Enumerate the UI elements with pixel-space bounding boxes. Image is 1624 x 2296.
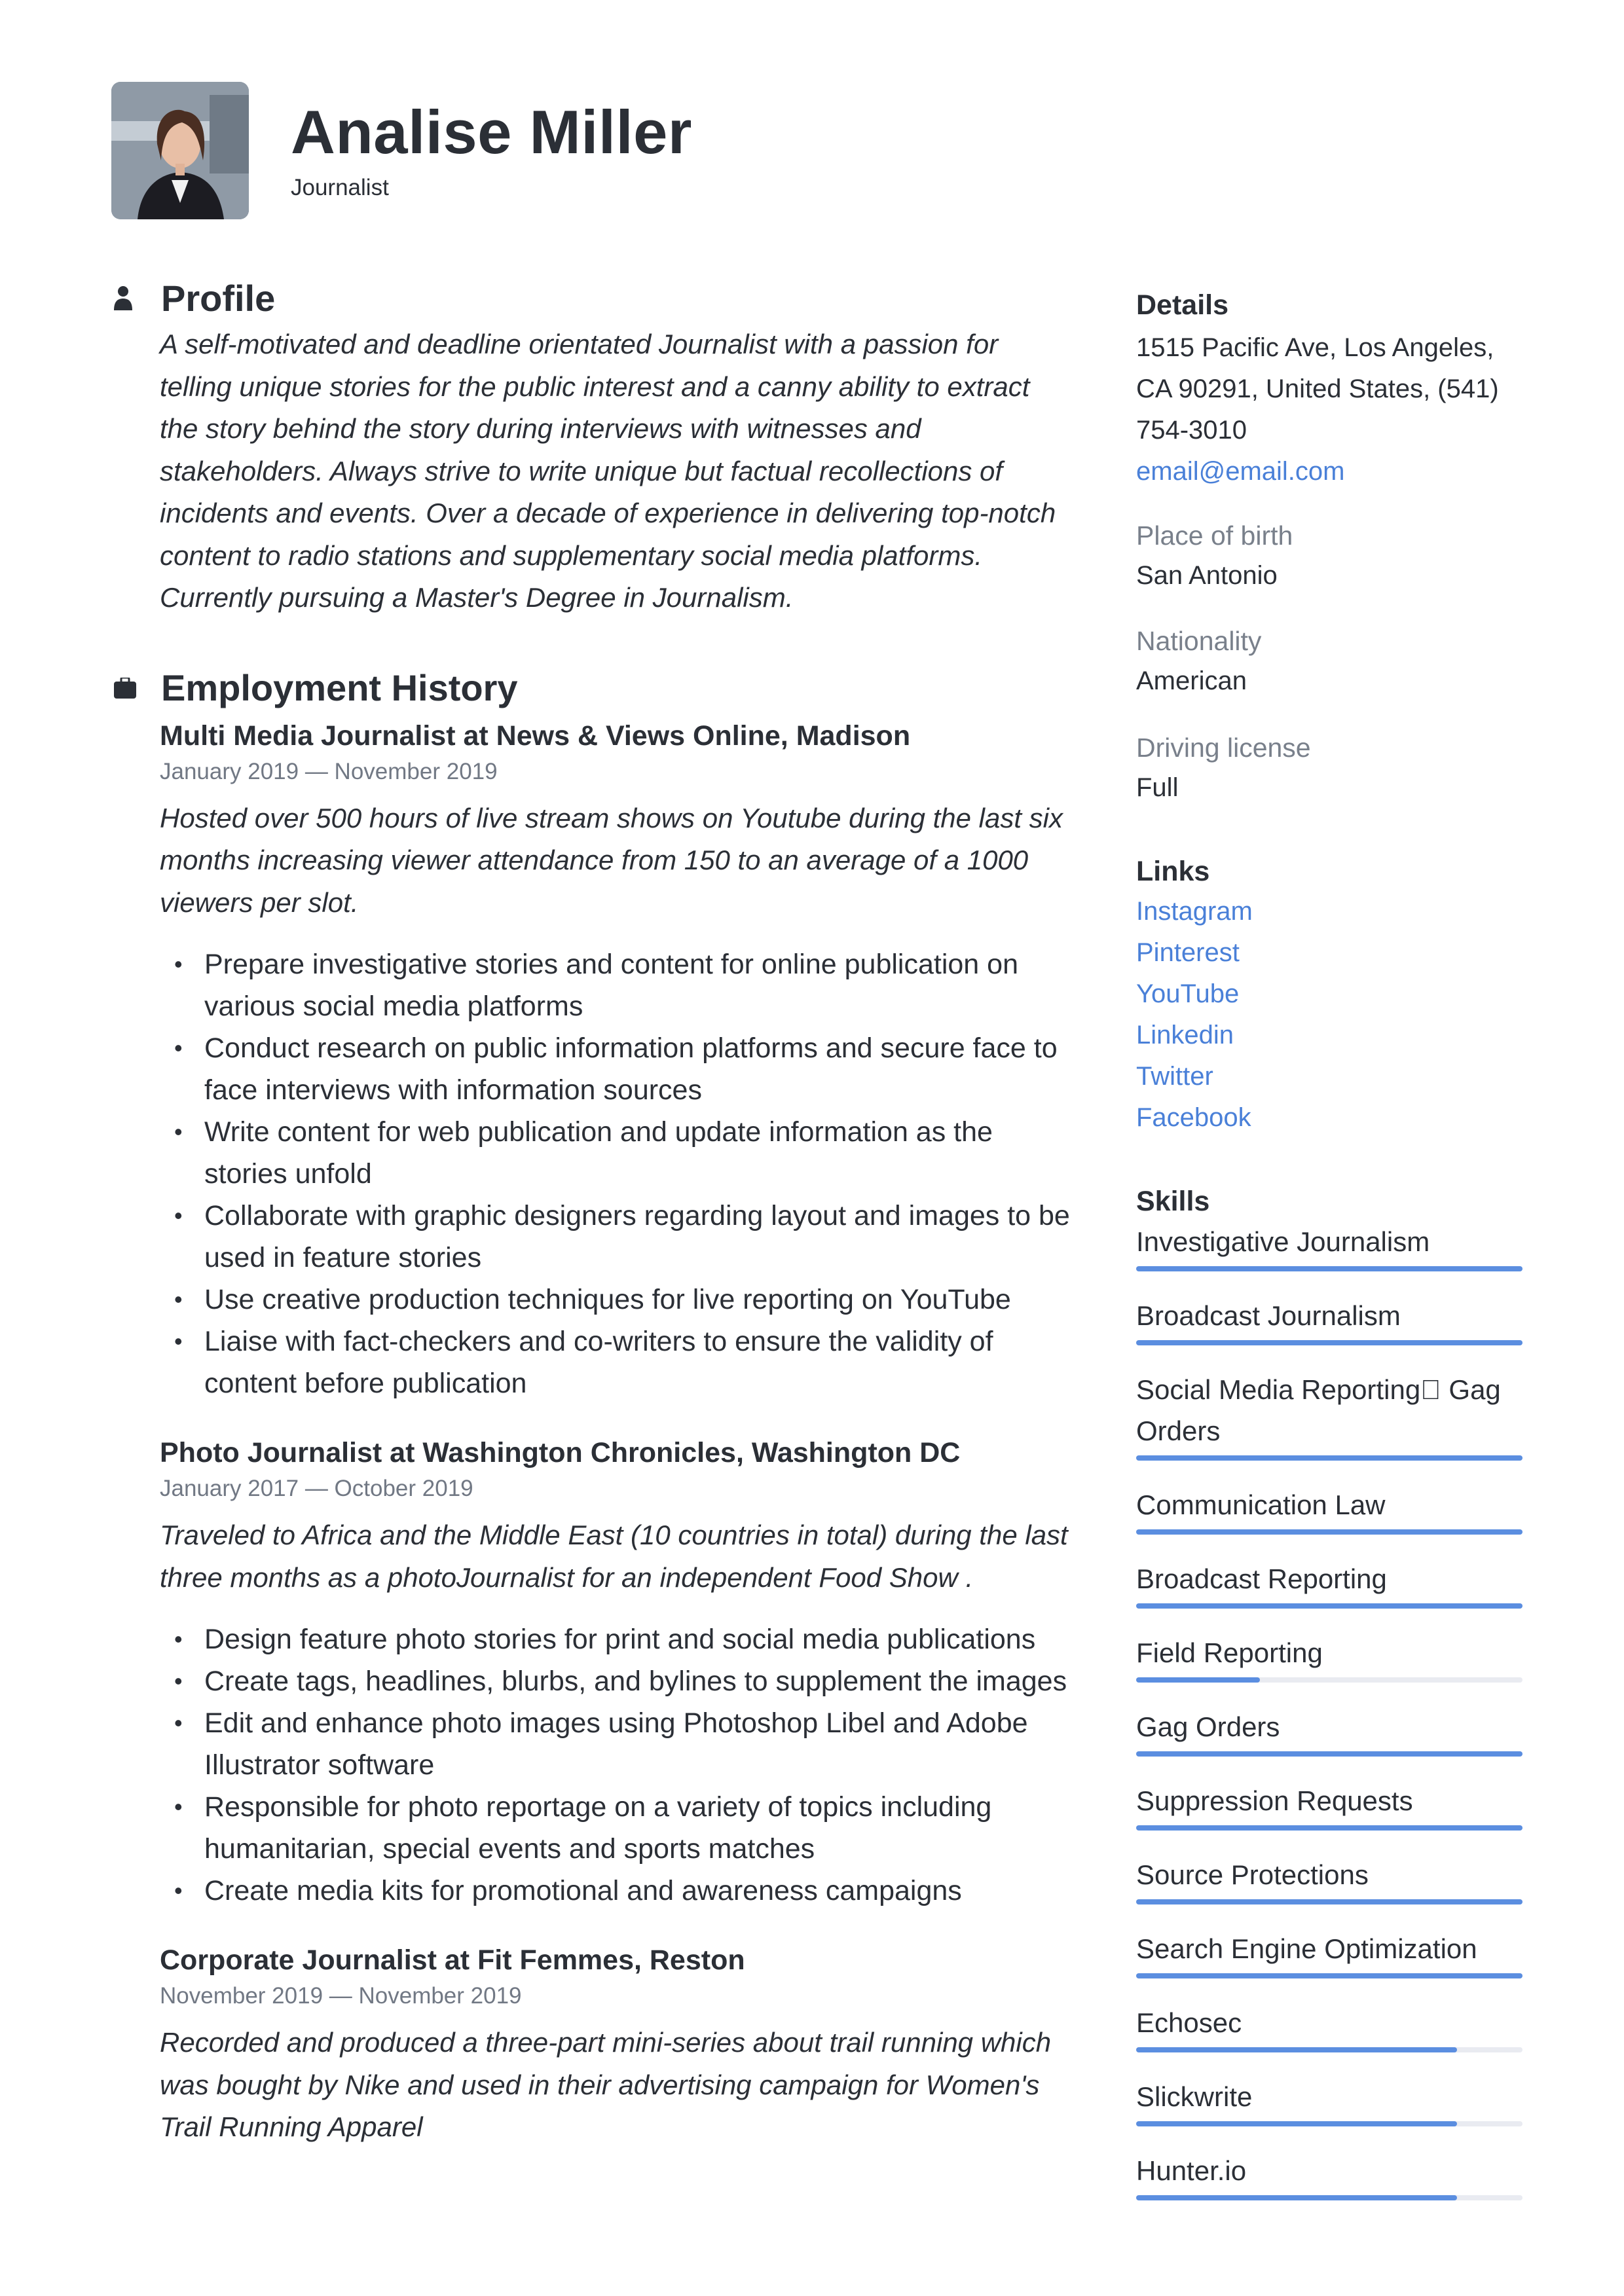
details-section (1136, 285, 1522, 809)
email-link[interactable]: email@email.com (1136, 457, 1345, 486)
skill-item (1136, 2150, 1522, 2200)
job-entry (160, 1433, 1070, 1912)
job-dates: January 2019 — November 2019 (160, 758, 498, 784)
skill-level-fill (1136, 1677, 1260, 1683)
skill-name: Echosec (1136, 2007, 1242, 2038)
skill-item (1136, 1295, 1522, 1345)
skill-name: Investigative Journalism (1136, 1226, 1430, 1257)
skill-name: Suppression Requests (1136, 1785, 1413, 1816)
skill-item (1136, 1928, 1522, 1978)
skill-item (1136, 1369, 1522, 1461)
driving-license-label: Driving license (1136, 733, 1311, 763)
job-title: Multi Media Journalist at News & Views Online, Madison (160, 720, 911, 752)
skill-name: Communication Law (1136, 1489, 1386, 1520)
job-dates: January 2017 — October 2019 (160, 1476, 473, 1501)
skill-level-bar (1136, 2121, 1522, 2126)
skill-name: Broadcast Journalism (1136, 1300, 1401, 1331)
job-entry (160, 716, 1070, 1405)
skill-item (1136, 1632, 1522, 1683)
job-bullet: • Use creative production techniques for live reporting on YouTube (160, 1279, 1070, 1321)
skill-level-fill (1136, 2195, 1457, 2200)
job-summary: Recorded and produced a three-part mini-series about trail running which was bought by Nike and used in their advertising campaign for Women's Trail Running Apparel (160, 2027, 1052, 2142)
skills-list (1136, 1221, 1522, 2200)
skill-item (1136, 1706, 1522, 1757)
candidate-title: Journalist (291, 175, 389, 201)
resume-header (111, 81, 692, 220)
details-heading: Details (1136, 289, 1229, 321)
job-bullets (160, 943, 1070, 1404)
employment-heading: Employment History (161, 667, 518, 708)
place-of-birth-label: Place of birth (1136, 520, 1293, 551)
skill-name: Search Engine Optimization (1136, 1933, 1477, 1964)
nationality: American (1136, 666, 1247, 695)
skill-name: Source Protections (1136, 1859, 1369, 1890)
skill-item (1136, 1221, 1522, 1271)
skill-level-fill (1136, 1455, 1522, 1461)
briefcase-icon (114, 678, 136, 699)
candidate-name: Analise Miller (291, 97, 692, 166)
job-bullet: • Write content for web publication and update information as the stories unfold (160, 1111, 1070, 1195)
skill-level-bar (1136, 2047, 1522, 2052)
skill-level-bar (1136, 1529, 1522, 1535)
skill-level-bar (1136, 1603, 1522, 1609)
job-bullet: • Conduct research on public information platforms and secure face to face interviews with information sources (160, 1027, 1070, 1111)
skill-level-bar (1136, 1340, 1522, 1345)
skill-level-fill (1136, 2121, 1457, 2126)
job-bullet: • Prepare investigative stories and content for online publication on various social media platforms (160, 943, 1070, 1027)
employment-section (114, 665, 1070, 2149)
profile-section (114, 275, 1070, 619)
skill-level-bar (1136, 1973, 1522, 1978)
job-bullet: • Create media kits for promotional and awareness campaigns (160, 1870, 1070, 1912)
link-facebook[interactable]: Facebook (1136, 1103, 1251, 1132)
sidebar-column (1136, 285, 1522, 2224)
job-summary: Traveled to Africa and the Middle East (10 countries in total) during the last three months as a photoJournalist for an independent Food Show . (160, 1520, 1068, 1593)
skill-level-fill (1136, 1266, 1522, 1271)
links-section (1136, 852, 1522, 1139)
job-title: Photo Journalist at Washington Chronicles, Washington DC (160, 1437, 961, 1468)
job-entry (160, 1941, 1070, 2149)
skills-section (1136, 1182, 1522, 2200)
skill-level-bar (1136, 1751, 1522, 1757)
skill-name: Broadcast Reporting (1136, 1563, 1387, 1594)
skill-item (1136, 1484, 1522, 1535)
profile-summary: A self-motivated and deadline orientated Journalist with a passion for telling unique stories for the public interest and a canny ability to extract the story behind the story during interviews with witnesses and stakeholders. Always strive to write unique but factual recollections of incidents and events. Over a decade of experience in delivering top-notch content to radio stations and supplementary social media platforms. Currently pursuing a Master's Degree in Journalism. (160, 329, 1056, 613)
job-bullet: • Create tags, headlines, blurbs, and bylines to supplement the images (160, 1660, 1070, 1702)
skill-level-fill (1136, 1529, 1522, 1535)
skill-level-fill (1136, 1825, 1522, 1831)
job-bullet: • Design feature photo stories for print and social media publications (160, 1618, 1070, 1660)
link-youtube[interactable]: YouTube (1136, 979, 1240, 1008)
skill-level-fill (1136, 2047, 1457, 2052)
link-linkedin[interactable]: Linkedin (1136, 1021, 1234, 1049)
skills-heading: Skills (1136, 1186, 1210, 1217)
link-twitter[interactable]: Twitter (1136, 1062, 1213, 1091)
portrait-image (111, 82, 249, 219)
job-bullet: • Collaborate with graphic designers regarding layout and images to be used in feature stories (160, 1195, 1070, 1279)
profile-photo (111, 82, 249, 219)
place-of-birth: San Antonio (1136, 561, 1278, 590)
link-pinterest[interactable]: Pinterest (1136, 938, 1240, 967)
skill-level-bar (1136, 1455, 1522, 1461)
skill-level-fill (1136, 1751, 1522, 1757)
skill-level-bar (1136, 1825, 1522, 1831)
skill-name: Gag Orders (1136, 1711, 1280, 1742)
person-icon (114, 285, 132, 310)
skill-item (1136, 1854, 1522, 1904)
skill-level-fill (1136, 1899, 1522, 1904)
profile-heading: Profile (161, 277, 276, 319)
skill-item (1136, 2002, 1522, 2052)
skill-level-fill (1136, 1973, 1522, 1978)
skill-level-fill (1136, 1340, 1522, 1345)
skill-name: Hunter.io (1136, 2155, 1247, 2186)
link-instagram[interactable]: Instagram (1136, 897, 1253, 926)
job-dates: November 2019 — November 2019 (160, 1983, 522, 2009)
nationality-label: Nationality (1136, 626, 1262, 656)
skill-level-bar (1136, 1266, 1522, 1271)
job-title: Corporate Journalist at Fit Femmes, Reston (160, 1944, 745, 1976)
job-bullets (160, 1618, 1070, 1912)
skill-level-bar (1136, 1899, 1522, 1904)
skill-item (1136, 2076, 1522, 2126)
job-bullet: • Responsible for photo reportage on a variety of topics including humanitarian, special events and sports matches (160, 1786, 1070, 1870)
job-bullet: • Liaise with fact-checkers and co-writers to ensure the validity of content before publication (160, 1321, 1070, 1404)
skill-name: Slickwrite (1136, 2081, 1253, 2112)
address: 1515 Pacific Ave, Los Angeles, CA 90291, United States, (541) 754-3010 (1136, 333, 1499, 445)
skill-name: Field Reporting (1136, 1637, 1323, 1668)
skill-level-bar (1136, 1677, 1522, 1683)
main-column (114, 275, 1070, 2149)
skill-item (1136, 1780, 1522, 1831)
skill-level-bar (1136, 2195, 1522, 2200)
links-heading: Links (1136, 856, 1210, 887)
driving-license: Full (1136, 773, 1179, 802)
job-summary: Hosted over 500 hours of live stream shows on Youtube during the last six months increasing viewer attendance from 150 to an average of a 1000 viewers per slot. (160, 802, 1063, 918)
job-bullet: • Edit and enhance photo images using Photoshop Libel and Adobe Illustrator software (160, 1702, 1070, 1786)
skill-level-fill (1136, 1603, 1522, 1609)
skill-name: Social Media Reporting  Gag Orders (1136, 1374, 1501, 1446)
skill-item (1136, 1558, 1522, 1609)
